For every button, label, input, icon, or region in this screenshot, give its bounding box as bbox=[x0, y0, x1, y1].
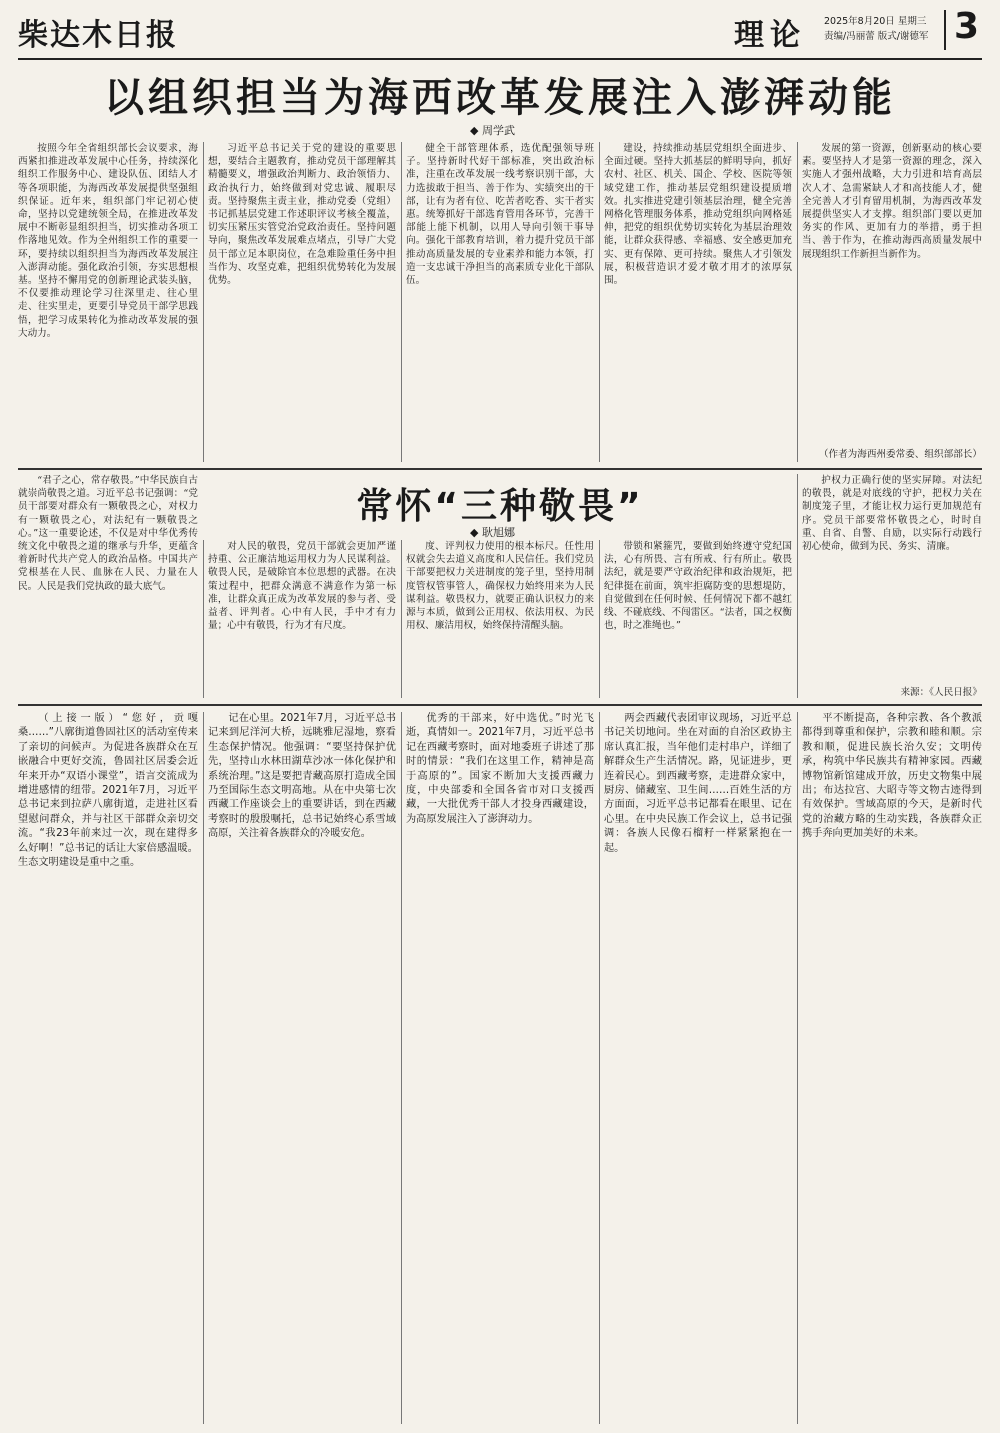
article3-column-5 bbox=[802, 712, 982, 1424]
column-divider bbox=[401, 142, 402, 462]
section-rule bbox=[18, 468, 982, 470]
article1-author: ◆ 周学武 bbox=[470, 124, 515, 137]
article1-text: 建设，持续推动基层党组织全面进步、全面过硬。坚持大抓基层的鲜明导向，抓好农村、社区、机关、国企、学校、医院等领域党建工作，推动基层党组织建设提质增效。扎实推进党建引领基层治理，健全完善网格化管理服务体系，推动党组织向网格延伸，把党的组织优势切实转化为基层治理效能，让群众获得感、幸福感、安全感更加充实、更有保障、更可持续。聚焦人才引领发展，积极营造识才爱才敬才用才的浓厚氛围。 bbox=[604, 143, 792, 287]
article2-column-1 bbox=[18, 474, 198, 698]
article1-column-3 bbox=[406, 142, 594, 462]
section-name: 理论 bbox=[734, 18, 806, 53]
article2-column-3 bbox=[406, 540, 594, 698]
article3-column-4 bbox=[604, 712, 792, 1424]
column-divider bbox=[599, 540, 600, 698]
page-number: 3 bbox=[954, 6, 980, 47]
column-divider bbox=[203, 540, 204, 698]
article1-column-2 bbox=[208, 142, 396, 462]
article1-text: 习近平总书记关于党的建设的重要思想，要结合主题教育，推动党员干部理解其精髓要义，增强政治判断力、政治领悟力、政治执行力，始终做到对党忠诚、履职尽责。坚持聚焦主责主业，推动党委（党组）书记抓基层党建工作述职评议考核全覆盖，切实压紧压实管党治党政治责任。坚持问题导向，聚焦改革发展难点堵点，引导广大党员干部立足本职岗位，在急难险重任务中担当作为、攻坚克难，把组织优势转化为发展优势。 bbox=[208, 143, 396, 287]
editor-credit: 责编/冯丽蕾 bbox=[824, 31, 875, 42]
article2-title: 常怀“三种敬畏” bbox=[356, 486, 644, 527]
article1-title: 以组织担当为海西改革发展注入澎湃动能 bbox=[104, 75, 896, 121]
issue-date: 2025年8月20日 bbox=[824, 16, 895, 27]
article1-column-4 bbox=[604, 142, 792, 462]
article1-text: 健全干部管理体系，选优配强领导班子。坚持新时代好干部标准，突出政治标准，注重在改革发展一线考察识别干部，大力选拔敢于担当、善于作为、实绩突出的干部，让有为者有位、吃苦者吃香、实干者实惠。统筹抓好干部选育管用各环节，完善干部能上能下机制，以用人导向引领干事导向。强化干部教育培训，着力提升党员干部推动高质量发展的专业素养和能力本领，打造一支忠诚干净担当的高素质专业化干部队伍。 bbox=[406, 143, 594, 287]
article2-text: 带锁和紧箍咒，要做到始终遵守党纪国法，心有所畏、言有所戒、行有所止。敬畏法纪，就是要严守政治纪律和政治规矩，把纪律挺在前面，筑牢拒腐防变的思想堤防，自觉做到在任何时候、任何情况下都不越红线、不碰底线、不闯雷区。“法者，国之权衡也，时之准绳也。” bbox=[604, 541, 792, 632]
article3-column-3 bbox=[406, 712, 594, 1424]
article3-column-1 bbox=[18, 712, 198, 1424]
article1-text: 按照今年全省组织部长会议要求，海西紧扣推进改革发展中心任务，持续深化组织工作服务中心、建设队伍、团结人才等各项职能，为海西改革发展提供坚强组织保证。近年来，组织部门牢记初心使命，坚持以党建统领全局，在推进改革发展中不断彰显组织担当，切实推动各项工作落地见效。作为全州组织工作的重要一环，要持续以组织担当为海西改革发展注入澎湃动能。强化政治引领，夯实思想根基。坚持不懈用党的创新理论武装头脑，不仅要推动理论学习往深里走、往心里走、往实里走，更要引导党员干部学思践悟，把学习成果转化为推动改革发展的强大动力。 bbox=[18, 143, 198, 339]
article2-source: 来源：《人民日报》 bbox=[900, 687, 982, 698]
designer-credit: 版式/谢德军 bbox=[877, 31, 929, 42]
column-divider bbox=[401, 540, 402, 698]
column-divider bbox=[599, 142, 600, 462]
article3-text: 优秀的干部来，好中选优。”时光飞逝，真情如一。2021年7月，习近平总书记在西藏考察时，面对地委班子讲述了那时的情景：“我们在这里工作，精神是高于高原的”。国家不断加大支援西藏力度，中央部委和全国各省市对口支援西藏，一大批优秀干部人才投身西藏建设，为高原发展注入了澎湃动力。 bbox=[406, 713, 594, 825]
article3-text: 记在心里。2021年7月，习近平总书记来到尼洋河大桥，远眺雅尼湿地，察看生态保护情况。他强调：“要坚持保护优先，坚持山水林田湖草沙冰一体化保护和系统治理。”这是要把青藏高原打造成全国乃至国际生态文明高地。从在中央第七次西藏工作座谈会上的重要讲话，到在西藏考察时的殷殷嘱托，总书记始终心系雪域高原，关注着各族群众的冷暖安危。 bbox=[208, 713, 396, 840]
article2-column-5 bbox=[802, 474, 982, 680]
masthead-divider bbox=[944, 10, 946, 50]
page-meta bbox=[824, 14, 928, 44]
article3-text: 平不断提高，各种宗教、各个教派都得到尊重和保护，宗教和睦和顺。宗教和顺，促进民族长治久安；文明传承，构筑中华民族共有精神家园。西藏博物馆新馆建成开放，历史文物集中展出；布达拉宫、大昭寺等文物古迹得到有效保护。雪域高原的今天，是新时代党的治藏方略的生动实践，各族群众正携手奔向更加美好的未来。 bbox=[802, 713, 982, 840]
column-divider bbox=[203, 142, 204, 462]
column-divider bbox=[797, 712, 798, 1424]
issue-weekday: 星期三 bbox=[897, 16, 927, 27]
article1-author-note: （作者为海西州委常委、组织部部长） bbox=[818, 449, 982, 460]
article3-column-2 bbox=[208, 712, 396, 1424]
column-divider bbox=[203, 712, 204, 1424]
masthead-rule bbox=[18, 58, 982, 60]
article2-text: 护权力正确行使的坚实屏障。对法纪的敬畏，就是对底线的守护，把权力关在制度笼子里，才能让权力运行更加规范有序。党员干部要常怀敬畏之心，时时自重、自省、自警、自励，以实际行动践行初心使命，做到为民、务实、清廉。 bbox=[802, 475, 982, 553]
article2-column-4 bbox=[604, 540, 792, 698]
article1-text: 发展的第一资源，创新驱动的核心要素。要坚持人才是第一资源的理念，深入实施人才强州战略，大力引进和培育高层次人才、急需紧缺人才和高技能人才，健全完善人才引育留用机制，为海西改革发展提供坚实人才支撑。组织部门要以更加务实的作风、更加有力的举措，勇于担当、善于作为，在推动海西高质量发展中展现组织工作新担当新作为。 bbox=[802, 143, 982, 260]
masthead bbox=[18, 8, 982, 56]
article1-column-5 bbox=[802, 142, 982, 442]
section-rule bbox=[18, 704, 982, 706]
column-divider bbox=[797, 474, 798, 698]
article2-author: ◆ 耿旭娜 bbox=[470, 526, 515, 539]
column-divider bbox=[797, 142, 798, 462]
column-divider bbox=[599, 712, 600, 1424]
article2-text: 度、评判权力使用的根本标尺。任性用权就会失去道义高度和人民信任。我们党员干部要把权力关进制度的笼子里，坚持用制度管权管事管人，确保权力始终用来为人民谋利益。敬畏权力，就要正确认识权力的来源与本质，做到公正用权、依法用权、为民用权、廉洁用权，始终保持清醒头脑。 bbox=[406, 541, 594, 632]
article2-text: “君子之心，常存敬畏。”中华民族自古就崇尚敬畏之道。习近平总书记强调：“党员干部要对群众有一颗敬畏之心，对权力有一颗敬畏之心，对法纪有一颗敬畏之心。”这一重要论述，不仅是对中华优秀传统文化中敬畏之道的继承与升华，更蕴含着新时代共产党人的政治品格。中国共产党根基在人民、血脉在人民、力量在人民。人民是我们党执政的最大底气。 bbox=[18, 475, 198, 592]
article2-column-2 bbox=[208, 540, 396, 698]
column-divider bbox=[401, 712, 402, 1424]
article1-column-1 bbox=[18, 142, 198, 462]
article3-text: （上接一版）“您好，贡嘎桑……”八廓街道鲁固社区的活动室传来了亲切的问候声。为促进各族群众在互嵌融合中更好交流，鲁固社区居委会近年来开办“双语小课堂”，语言交流成为增进感情的纽带。2021年7月，习近平总书记来到拉萨八廓街道，走进社区看望慰问群众，并与社区干部群众亲切交流。“我23年前来过一次，现在建得多么好啊！”总书记的话让大家倍感温暖。生态文明建设是重中之重。 bbox=[18, 713, 198, 869]
article2-text: 对人民的敬畏，党员干部就会更加严谨持重、公正廉洁地运用权力为人民谋利益。敬畏人民，是破除官本位思想的武器。在决策过程中，把群众满意不满意作为第一标准，让群众真正成为改革发展的参与者、受益者、评判者。心中有人民，手中才有力量；心中有敬畏，行为才有尺度。 bbox=[208, 541, 396, 632]
article3-text: 两会西藏代表团审议现场，习近平总书记关切地问。坐在对面的自治区政协主席认真汇报，当年他们走村串户，详细了解群众生产生活情况。路，见证进步，更连着民心。到西藏考察，走进群众家中，厨房、储藏室、卫生间……百姓生活的方方面面，习近平总书记都看在眼里、记在心里。在中央民族工作会议上，总书记强调：各族人民像石榴籽一样紧紧抱在一起。 bbox=[604, 713, 792, 854]
paper-name: 柴达木日报 bbox=[18, 18, 178, 53]
